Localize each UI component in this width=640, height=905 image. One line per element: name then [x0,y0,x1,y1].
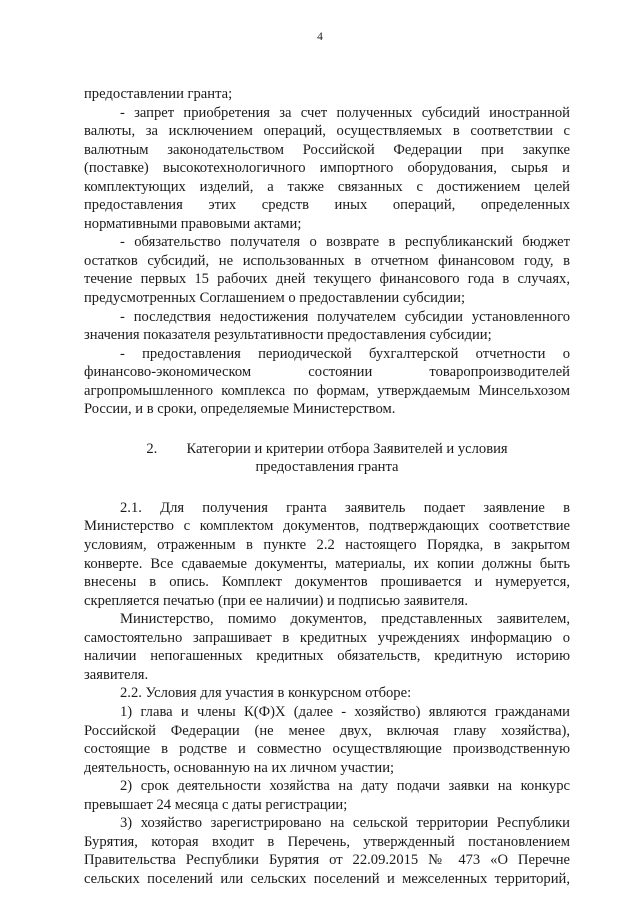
text-line: скрепляется печатью (при ее наличии) и подписью заявителя. [84,592,468,609]
document-body [84,85,570,888]
text-line: наличии непогашенных кредитных обязательств, кредитную историю [84,648,570,665]
text-line: Российской Федерации (не менее двух, включая главу хозяйства), [84,722,570,739]
text-line: - обязательство получателя о возврате в республиканский бюджет [120,234,570,251]
text-line: течение первых 15 рабочих дней текущего финансового года в случаях, [84,271,570,288]
text-line: 3) хозяйство зарегистрировано на сельской территории Республики [120,815,570,832]
page-number: 4 [317,31,323,43]
text-line: 2.1. Для получения гранта заявитель подает заявление в [120,499,570,516]
text-line: предусмотренных Соглашением о предоставлении субсидии; [84,290,466,307]
text-line: превышает 24 месяца с даты регистрации; [84,796,348,813]
text-line: сельских поселений или сельских поселений и межселенных территорий, [84,870,570,887]
text-line: остатков субсидий, не использованных в отчетном финансовом году, в [84,252,570,269]
text-line: Бурятия, которая входит в Перечень, утвержденный постановлением [84,833,570,850]
text-line: агропромышленного комплекса по формам, утверждаемым Минсельхозом [84,382,570,399]
text-line: нормативными правовыми актами; [84,215,302,232]
text-line: конверте. Все сдаваемые документы, материалы, их копии должны быть [84,555,570,572]
section-heading-continued: предоставления гранта [255,459,399,476]
text-line: 2) срок деятельности хозяйства на дату подачи заявки на конкурс [120,778,570,795]
text-line: России, и в сроки, определяемые Министерством. [84,401,396,418]
text-line: деятельность, основанную на их личном участии; [84,759,395,776]
text-line: Министерство, помимо документов, представленных заявителем, [120,611,570,628]
text-line: состоящие в родстве и совместно осуществляющие производственную [84,741,570,758]
text-line: комплектующих изделий, а также связанных с достижением целей [84,178,570,195]
text-line: заявителя. [84,666,149,683]
text-line: финансово-экономическом состоянии товаропроизводителей [84,364,570,381]
text-line: валюты, за исключением операций, осуществляемых в соответствии с [84,123,570,140]
text-line: Министерство с комплектом документов, подтверждающих соответствие [84,518,570,535]
text-line: 1) глава и члены К(Ф)Х (далее - хозяйство) являются гражданами [120,703,570,720]
text-line: валютным законодательством Российской Федерации при закупке [84,141,570,158]
text-line: (поставке) высокотехнологичного импортного оборудования, сырья и [84,160,570,177]
text-line: - последствия недостижения получателем субсидии установленного [120,308,570,325]
text-line: Правительства Республики Бурятия от 22.09.2015 № 473 «О Перечне [84,852,570,869]
text-line: предоставлении гранта; [84,86,233,102]
text-line: самостоятельно запрашивает в кредитных учреждениях информацию о [84,629,570,646]
text-line: - предоставления периодической бухгалтерской отчетности о [120,345,570,362]
text-line: 2.2. Условия для участия в конкурсном отборе: [120,685,412,702]
section-heading: 2. Категории и критерии отбора Заявителей и условия [146,440,508,457]
text-line: - запрет приобретения за счет полученных субсидий иностранной [120,104,570,121]
text-line: внесены в опись. Комплект документов прошивается и нумеруется, [84,574,570,591]
text-line: условиям, отраженным в пункте 2.2 настоящего Порядка, в закрытом [84,537,570,554]
text-line: предоставления этих средств иных операций, определенных [84,197,570,214]
text-line: значения показателя результативности предоставления субсидии; [84,327,492,344]
